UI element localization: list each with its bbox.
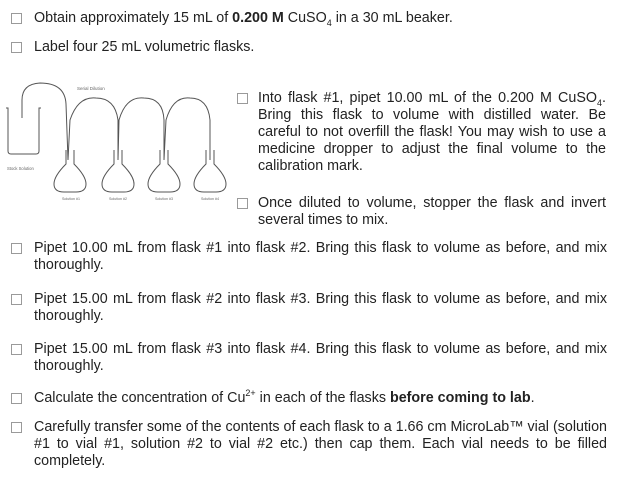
step-8-text-mid: in each of the flasks xyxy=(255,390,390,406)
step-8-text-post: . xyxy=(530,390,535,406)
step-4-text: Once diluted to volume, stopper the flask and invert several times to mix. xyxy=(258,195,606,228)
step-6-text: Pipet 15.00 mL from flask #2 into flask #3. Bring this flask to volume as before, and mix thoroughly. xyxy=(34,291,607,324)
step-9-checkbox[interactable] xyxy=(11,422,22,433)
step-8-bold: before coming to lab xyxy=(389,390,531,406)
step-3-subscript: 4 xyxy=(597,97,603,108)
flask-1-label: Solution #1 xyxy=(62,197,80,201)
step-1-text-post: in a 30 mL beaker. xyxy=(331,10,453,26)
step-4-checkbox[interactable] xyxy=(237,198,248,209)
transfer-tube-4 xyxy=(164,98,210,160)
step-7-checkbox[interactable] xyxy=(11,344,22,355)
step-8-checkbox[interactable] xyxy=(11,393,22,404)
step-6-checkbox[interactable] xyxy=(11,294,22,305)
step-2-checkbox[interactable] xyxy=(11,42,22,53)
transfer-tube-2 xyxy=(68,98,118,160)
step-9-text: Carefully transfer some of the contents of each flask to a 1.66 cm MicroLab™ vial (solution #1 to vial #1, solution #2 to vial #2 etc.) then cap them. Each vial needs to be filled completely. xyxy=(34,419,607,469)
step-8-text: Calculate the concentration of Cu xyxy=(34,390,246,406)
step-3-text: Into flask #1, pipet 10.00 mL of the 0.200 M CuSO xyxy=(258,90,597,106)
step-5-checkbox[interactable] xyxy=(11,243,22,254)
step-1-text-mid: CuSO xyxy=(283,10,327,26)
step-1-checkbox[interactable] xyxy=(11,13,22,24)
step-3-checkbox[interactable] xyxy=(237,93,248,104)
step-3-text-post: . Bring this flask to volume with distilled water. Be careful to not overfill the flask! You may wish to use a medicine dropper to adjust the final volume to the calibration mark. xyxy=(258,90,606,174)
serial-dilution-figure xyxy=(0,78,235,218)
step-5-text: Pipet 10.00 mL from flask #1 into flask #2. Bring this flask to volume as before, and mix thoroughly. xyxy=(34,240,607,273)
flask-2-label: Solution #2 xyxy=(109,197,127,201)
step-1-subscript: 4 xyxy=(326,17,332,28)
stock-beaker xyxy=(6,108,41,154)
flask-1 xyxy=(54,150,86,192)
step-7-text: Pipet 15.00 mL from flask #3 into flask #4. Bring this flask to volume as before, and mix thoroughly. xyxy=(34,341,607,374)
figure-title: Serial Dilution xyxy=(77,86,105,91)
step-1-bold: 0.200 M xyxy=(232,10,284,26)
transfer-tube-3 xyxy=(118,98,164,160)
flask-4-label: Solution #4 xyxy=(201,197,219,201)
step-2-text: Label four 25 mL volumetric flasks. xyxy=(34,39,255,55)
step-1-text: Obtain approximately 15 mL of xyxy=(34,10,233,26)
stock-solution-label: Stock Solution xyxy=(7,166,34,171)
flask-3-label: Solution #3 xyxy=(155,197,173,201)
step-8-superscript: 2+ xyxy=(245,388,256,399)
transfer-tube-1 xyxy=(22,83,68,160)
